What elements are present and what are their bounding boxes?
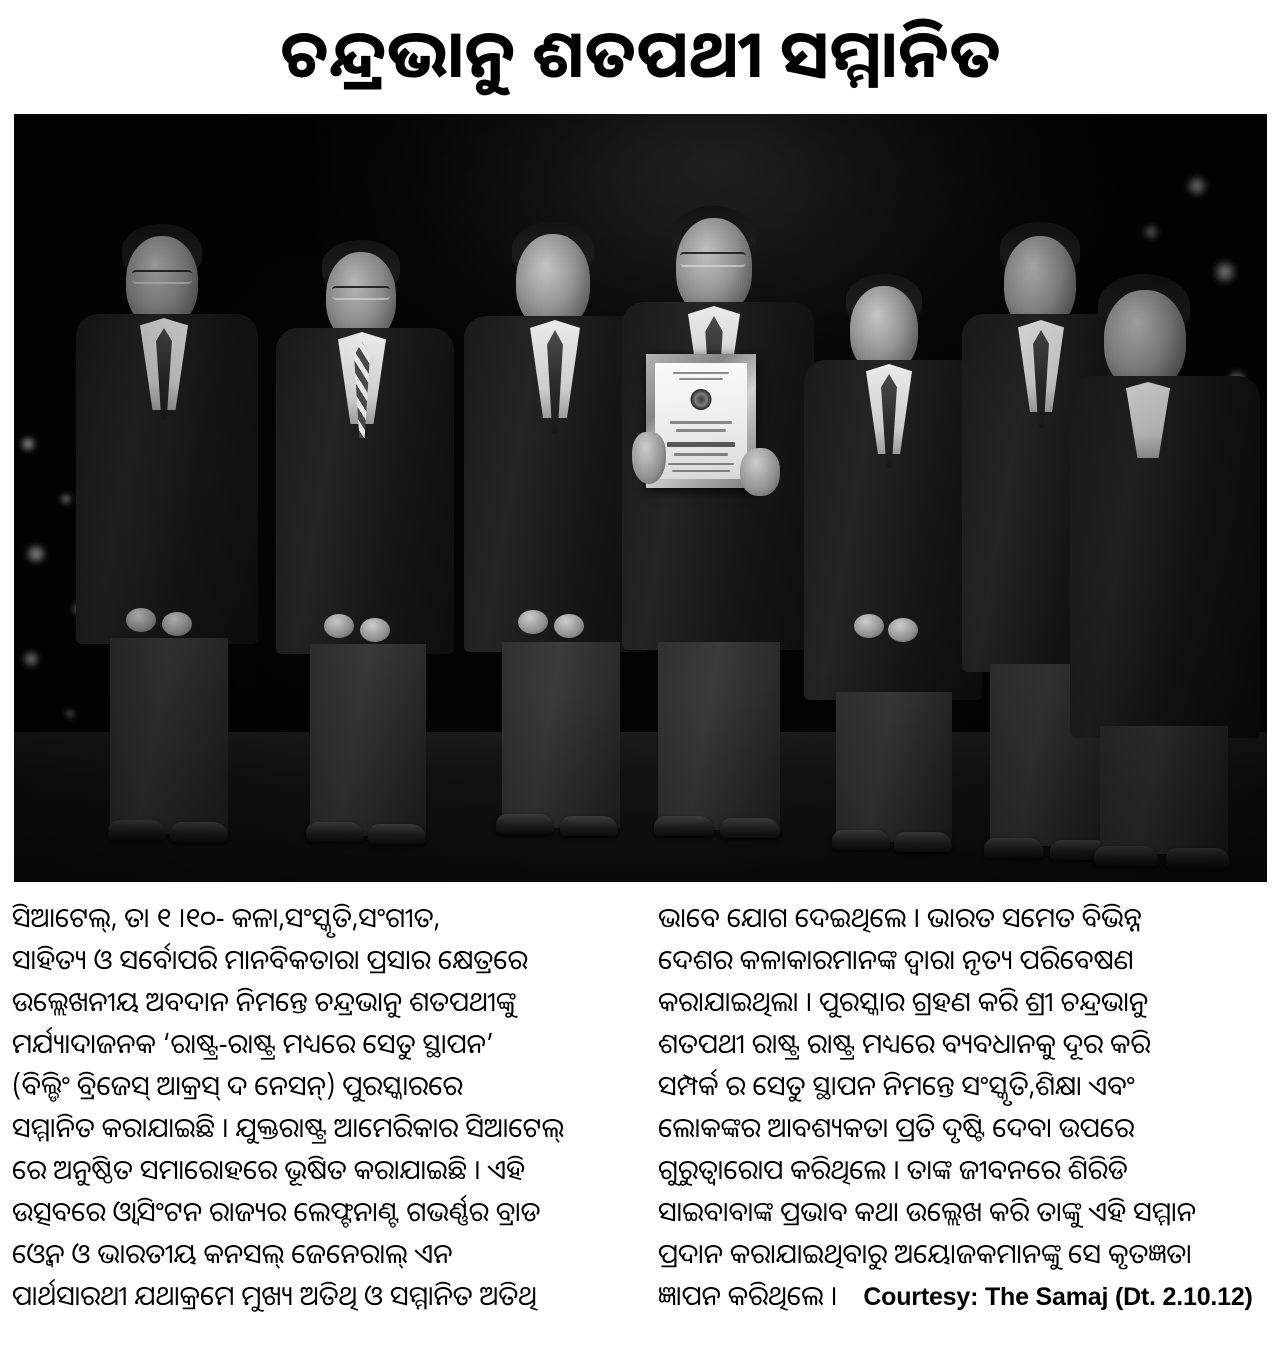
- text-line: ଗୁରୁତ୍ୱାରୋପ କରିଥିଲେ । ତାଙ୍କ ଜୀବନରେ ଶିରିଡି: [658, 1150, 1128, 1187]
- text-line: ପ୍ରଦାନ କରାଯାଇଥିବାରୁ ଅୟୋଜକମାନଙ୍କୁ ସେ କୃତଜ୍ଞତା: [658, 1234, 1192, 1271]
- page-title: ଚନ୍ଦ୍ରଭାନୁ ଶତପଥୀ ସମ୍ମାନିତ: [280, 7, 1002, 97]
- text-line: ଶତପଥୀ ରାଷ୍ଟ୍ର ରାଷ୍ଟ୍ର ମଧ୍ୟରେ ବ୍ୟବଧାନକୁ ଦୂର କରି: [658, 1024, 1151, 1061]
- article-column-left: [12, 896, 648, 1342]
- shoe: [984, 838, 1044, 858]
- award-plaque-certificate: [655, 363, 747, 479]
- shoe: [368, 824, 426, 844]
- hand: [632, 432, 666, 484]
- news-photo-image: [14, 114, 1267, 882]
- text-line: ଉତ୍ସବରେ ଓ୍ୱାସିଂଟନ ରାଜ୍ୟର ଲେଫ୍ଟନାଣ୍ଟ ଗଭର୍ଣ୍ଣର ବ୍ରାଡ: [12, 1192, 541, 1229]
- article-body: [12, 896, 1270, 1342]
- head: [1104, 290, 1186, 390]
- article-column-right: [658, 896, 1270, 1342]
- hand: [888, 618, 918, 642]
- text-line: ଜ୍ଞାପନ କରିଥିଲେ ।: [658, 1276, 838, 1313]
- text-line: ସମ୍ପର୍କ ର ସେତୁ ସ୍ଥାପନ ନିମନ୍ତେ ସଂସ୍କୃତି,ଶିକ୍ଷା ଏବଂ: [658, 1066, 1135, 1103]
- hand: [324, 614, 354, 638]
- shoe: [894, 832, 952, 852]
- trousers: [110, 638, 228, 834]
- hand: [162, 612, 192, 636]
- hand: [360, 618, 390, 642]
- eyeglasses: [132, 270, 192, 284]
- text-line: ଭାବେ ଯୋଗ ଦେଇଥିଲେ । ଭାରତ ସମେତ ବିଭିନ୍ନ: [658, 898, 1142, 935]
- text-line: କରାଯାଇଥିଲା । ପୁରସ୍କାର ଗ୍ରହଣ କରି ଶ୍ରୀ ଚନ୍ଦ୍ରଭାନୁ: [658, 982, 1149, 1019]
- shoe: [1166, 848, 1230, 868]
- shoe: [306, 822, 364, 842]
- shoe: [654, 816, 714, 836]
- suit-jacket: [1070, 376, 1260, 738]
- text-line: ଲୋକଙ୍କର ଆବଶ୍ୟକତା ପ୍ରତି ଦୃଷ୍ଟି ଦେବା ଉପରେ: [658, 1108, 1135, 1145]
- text-line: ସାହିତ୍ୟ ଓ ସର୍ବୋପରି ମାନବିକତାରା ପ୍ରସାର କ୍ଷେତ୍ରରେ: [12, 940, 528, 977]
- trousers: [658, 642, 780, 830]
- text-line: ସମ୍ମାନିତ କରାଯାଇଛି । ଯୁକ୍ତରାଷ୍ଟ୍ର ଆମେରିକାର ସିଆଟେଲ୍: [12, 1108, 565, 1145]
- courtesy-credit: Courtesy: The Samaj (Dt. 2.10.12): [863, 1283, 1253, 1311]
- award-seal-icon: [691, 389, 712, 410]
- trousers: [836, 692, 952, 842]
- text-line: ମର୍ଯ୍ୟାଦାଜନକ ‘ରାଷ୍ଟ୍ର-ରାଷ୍ଟ୍ର ମଧ୍ୟରେ ସେତୁ ସ୍ଥାପନ’: [12, 1024, 494, 1061]
- shoe: [832, 830, 890, 850]
- trousers: [310, 644, 426, 836]
- trousers: [1100, 726, 1228, 854]
- hand: [518, 610, 548, 634]
- shoe: [1094, 846, 1158, 866]
- text-line: ପାର୍ଥସାରଥୀ ଯଥାକ୍ରମେ ମୁଖ୍ୟ ଅତିଥି ଓ ସମ୍ମାନିତ ଅତିଥି: [12, 1276, 537, 1313]
- shoe: [496, 814, 554, 834]
- shoe: [560, 816, 618, 836]
- text-line-with-courtesy: [658, 1274, 1270, 1316]
- hand: [126, 608, 156, 632]
- eyeglasses: [680, 252, 746, 267]
- shoe: [108, 820, 166, 840]
- text-line: ଦେଶର କଳାକାରମାନଙ୍କ ଦ୍ୱାରା ନୃତ୍ୟ ପରିବେଷଣ: [658, 940, 1134, 977]
- hand: [554, 614, 584, 638]
- shoe: [720, 818, 780, 838]
- hand: [740, 448, 780, 496]
- trousers: [502, 642, 620, 828]
- hand: [854, 614, 884, 638]
- text-line: ସିଆଟେଲ୍, ତା ୧ ।୧୦- କଳା,ସଂସ୍କୃତି,ସଂଗୀତ,: [12, 898, 441, 935]
- news-photo: [14, 114, 1267, 882]
- text-line: ଉଲ୍ଲେଖନୀୟ ଅବଦାନ ନିମନ୍ତେ ଚନ୍ଦ୍ରଭାନୁ ଶତପଥୀଙ୍କୁ: [12, 982, 516, 1019]
- eyeglasses: [332, 286, 390, 300]
- text-line: ରେ ଅନୁଷ୍ଠିତ ସମାରୋହରେ ଭୂଷିତ କରାଯାଇଛି । ଏହି: [12, 1150, 526, 1187]
- shoe: [170, 822, 228, 842]
- text-line: (ବିଲ୍ଡିଂ ବ୍ରିଜେସ୍ ଆକ୍ରସ୍ ଦ ନେସନ୍) ପୁରସ୍କାରରେ: [12, 1066, 463, 1103]
- text-line: ଓ୍ୱେନ ଓ ଭାରତୀୟ କନସଲ୍ ଜେନେରାଲ୍ ଏନ: [12, 1234, 453, 1271]
- text-line: ସାଇବାବାଙ୍କ ପ୍ରଭାବ କଥା ଉଲ୍ଲେଖ କରି ତାଙ୍କୁ ଏହି ସମ୍ମାନ: [658, 1192, 1196, 1229]
